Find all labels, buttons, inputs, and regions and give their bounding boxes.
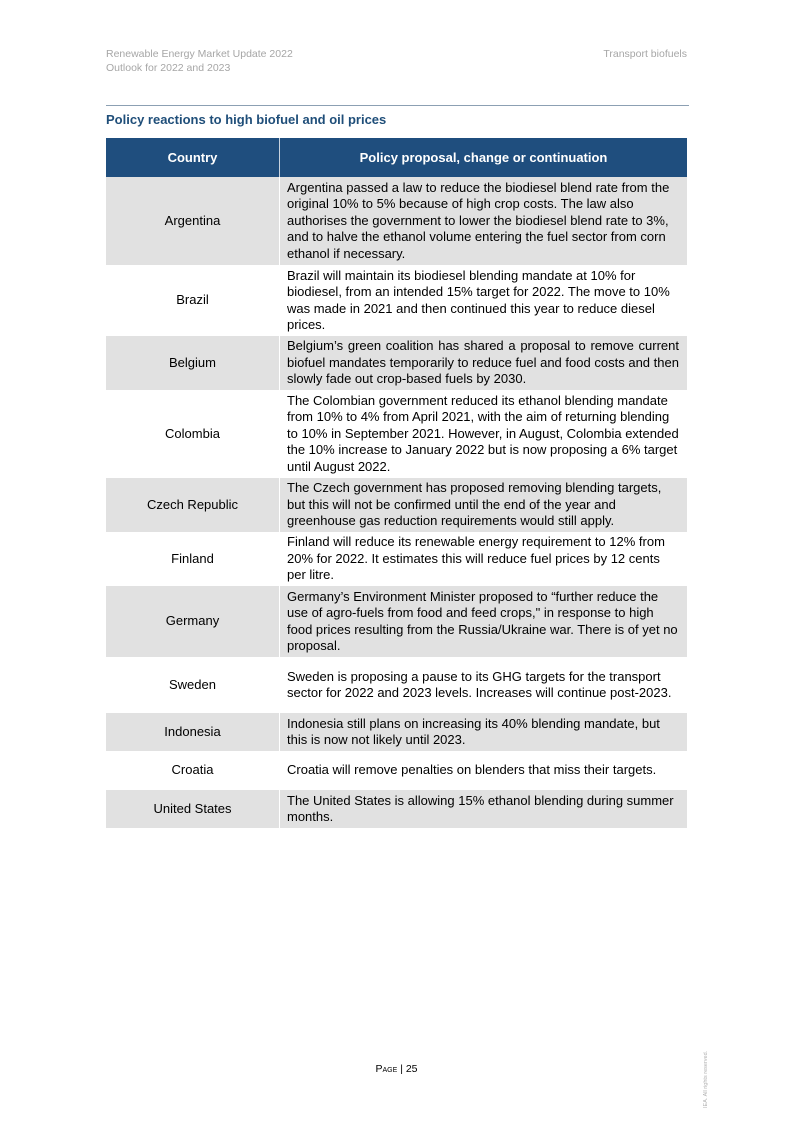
column-header-country: Country [106,138,280,177]
table-row [106,265,687,336]
table-row [106,751,687,790]
row-policy: The United States is allowing 15% ethanol blending during summer months. [280,790,688,828]
row-policy: Argentina passed a law to reduce the biodiesel blend rate from the original 10% to 5% because of high crop costs. The law also authorises the government to lower the biodiesel blend rate to 3%, and to halve the ethanol volume entering the fuel sector from corn ethanol if necessary. [280,177,688,265]
row-policy: Indonesia still plans on increasing its 40% blending mandate, but this is now not likely until 2023. [280,713,688,751]
page-number: 25 [405,1063,418,1075]
report-subtitle: Outlook for 2022 and 2023 [106,62,231,74]
column-header-policy: Policy proposal, change or continuation [280,138,688,177]
table-row [106,390,687,478]
row-country: Czech Republic [106,478,280,532]
table-row [106,177,687,265]
running-header-chapter: Transport biofuels [603,48,687,60]
page-footer [0,1062,793,1076]
row-country: United States [106,790,280,828]
row-country: Croatia [106,751,280,790]
table-row [106,336,687,390]
row-policy: Sweden is proposing a pause to its GHG targets for the transport sector for 2022 and 2023 levels. Increases will continue post-2023. [287,668,672,700]
row-country: Brazil [106,265,280,336]
row-country: Sweden [106,657,280,713]
row-country: Indonesia [106,713,280,751]
table-row [106,478,687,532]
row-country: Germany [106,586,280,657]
table-row [106,713,687,751]
row-policy: Germany’s Environment Minister proposed to “further reduce the use of agro-fuels from food and feed crops," in response to high food prices resulting from the Russia/Ukraine war. There is of yet no proposal. [280,586,688,657]
row-policy: Belgium’s green coalition has shared a proposal to remove current biofuel mandates temporarily to reduce fuel and food costs and then slowly fade out crop-based fuels by 2030. [280,336,688,390]
table-header-row [106,138,687,177]
row-policy: The Czech government has proposed removing blending targets, but this will not be confirmed until the end of the year and greenhouse gas reduction requirements would still apply. [280,478,688,532]
table-row [106,586,687,657]
row-country: Colombia [106,390,280,478]
page-label: Page [375,1063,398,1075]
row-policy: Finland will reduce its renewable energy requirement to 12% from 20% for 2022. It estimates this will reduce fuel prices by 12 cents per litre. [287,534,665,583]
row-country: Belgium [106,336,280,390]
row-policy: Croatia will remove penalties on blenders that miss their targets. [287,762,657,778]
row-policy: The Colombian government reduced its ethanol blending mandate from 10% to 4% from April 2021, with the aim of returning blending to 10% in September 2021. However, in August, Colombia extended the 10% increase to January 2022 but is now proposing a 6% target until August 2022. [287,392,679,474]
table-row [106,532,687,586]
report-title: Renewable Energy Market Update 2022 [106,48,293,60]
table-row [106,790,687,828]
rights-notice: IEA. All rights reserved. [703,1050,709,1108]
policy-table [106,138,687,828]
header-divider [106,105,689,106]
page-separator: | [400,1063,403,1075]
section-title: Policy reactions to high biofuel and oil prices [106,112,387,127]
row-country: Finland [106,532,280,586]
row-country: Argentina [106,177,280,265]
table-row [106,657,687,713]
running-header-left [106,47,293,75]
row-policy: Brazil will maintain its biodiesel blending mandate at 10% for biodiesel, from an intended 15% target for 2022. The move to 10% was made in 2021 and then continued this year to reduce diesel prices. [287,267,670,332]
